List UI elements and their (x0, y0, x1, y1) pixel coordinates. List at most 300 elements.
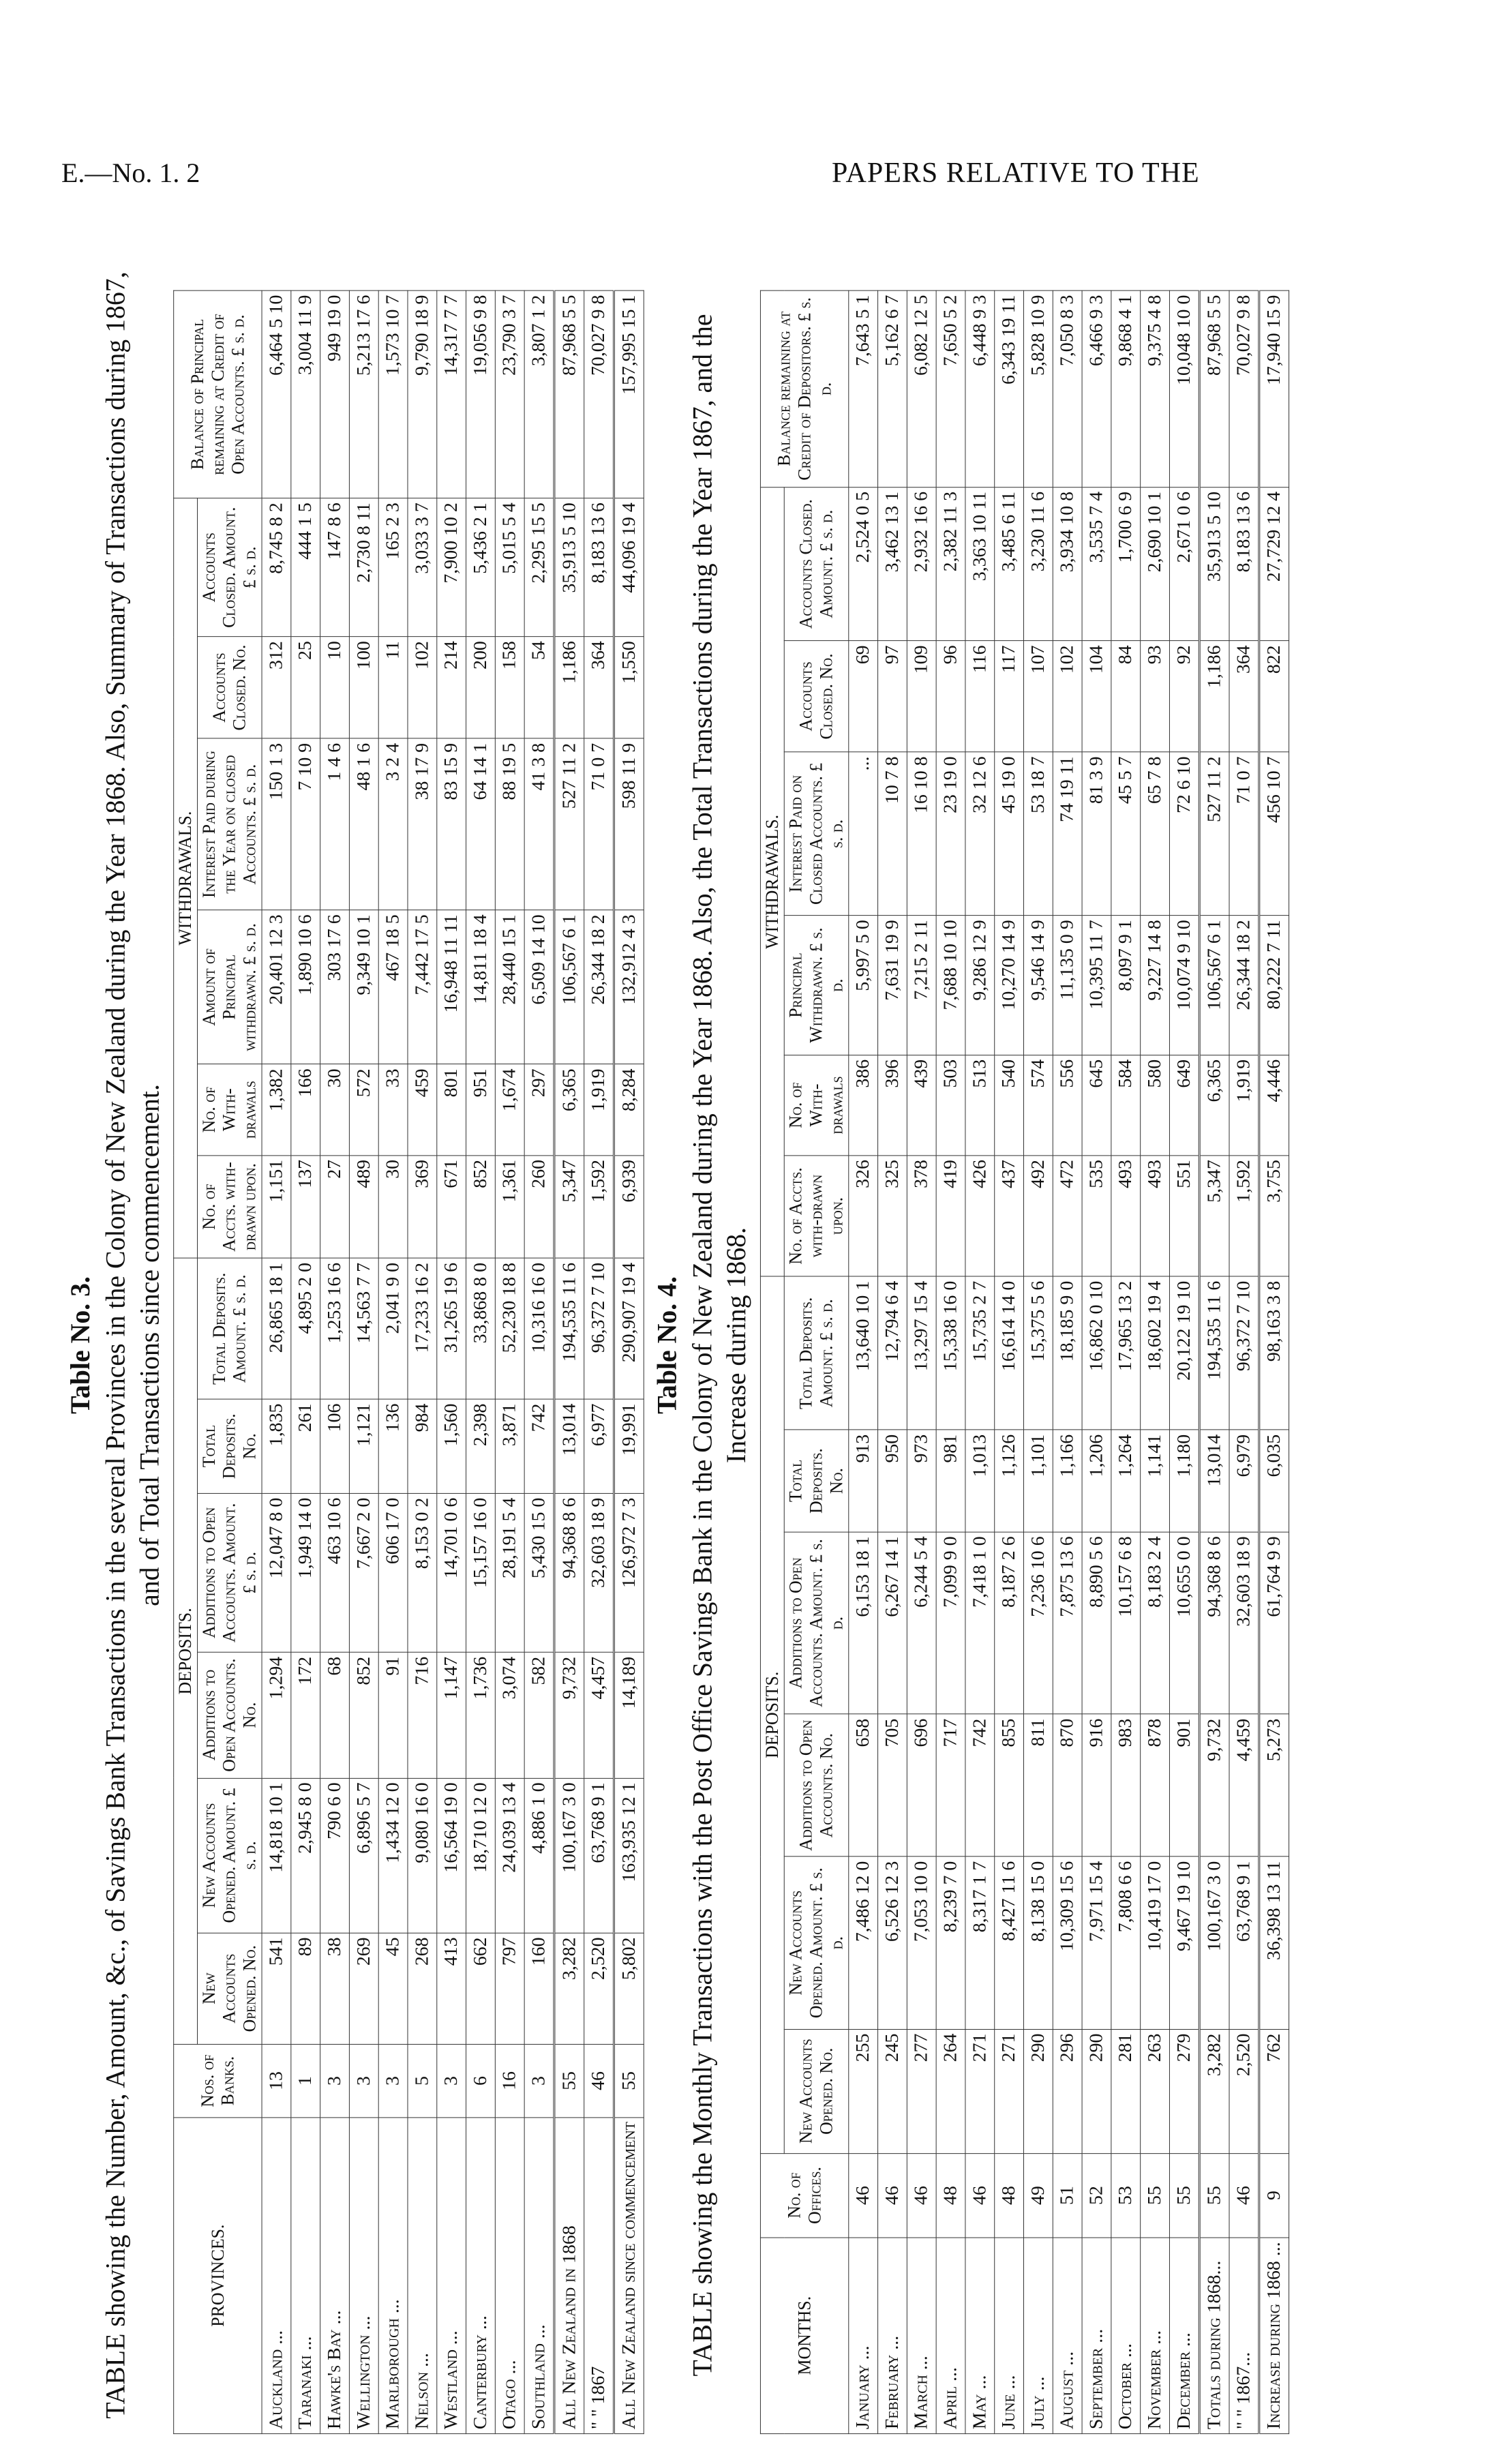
table-cell: 983 (1111, 1714, 1141, 1857)
table-cell: 493 (1141, 1156, 1170, 1277)
table-cell: 1,736 (466, 1652, 496, 1778)
table-cell: 2,520 (1229, 2029, 1259, 2153)
table-row (849, 290, 878, 2433)
table-cell: 369 (408, 1155, 437, 1258)
table-cell: 717 (936, 1714, 965, 1857)
table-cell: 852 (349, 1652, 378, 1778)
table-cell: 492 (1024, 1156, 1053, 1277)
table-cell: Hawke's Bay ... (320, 2118, 350, 2434)
table-cell: April ... (936, 2238, 965, 2434)
table-cell: 5,436 2 1 (466, 498, 496, 637)
table-cell: 63,768 9 1 (584, 1778, 614, 1933)
table-cell: 439 (907, 1055, 936, 1155)
table-cell: 200 (466, 637, 496, 739)
table-cell: 15,375 5 6 (1024, 1276, 1053, 1430)
table-cell: 3,462 13 1 (878, 487, 907, 640)
table-cell: 16,862 0 10 (1082, 1276, 1111, 1430)
table-cell: 645 (1082, 1055, 1111, 1155)
table-cell: 268 (408, 1933, 437, 2044)
table-cell: 16,614 14 0 (995, 1276, 1024, 1430)
table-cell: 46 (849, 2153, 878, 2238)
table-cell: 72 6 10 (1169, 752, 1199, 916)
table-cell: 23 19 0 (936, 752, 965, 916)
table-cell: 46 (584, 2044, 614, 2117)
table-cell: 9,868 4 1 (1111, 290, 1141, 487)
table-cell: 8,183 13 6 (1229, 487, 1259, 640)
t3-col-add-no: Additions to Open Accounts. No. (198, 1652, 262, 1778)
table-cell: 31,265 19 6 (437, 1259, 466, 1400)
table-cell: 6,153 18 1 (849, 1532, 878, 1714)
table-cell: 8,284 (614, 1064, 644, 1156)
table-cell: 7,099 9 0 (936, 1532, 965, 1714)
table-cell: 1,382 (262, 1064, 291, 1156)
table-cell: 96,372 7 10 (1229, 1276, 1259, 1430)
table-cell: 1 4 6 (320, 738, 350, 910)
table-cell: 18,710 12 0 (466, 1778, 496, 1933)
table-cell: 1,361 (495, 1155, 524, 1258)
table-cell: Nelson ... (408, 2118, 437, 2434)
table-cell: 17,965 13 2 (1111, 1276, 1141, 1430)
table-cell: 5,162 6 7 (878, 290, 907, 487)
table-cell: 19,991 (614, 1399, 644, 1493)
table-cell: 96,372 7 10 (584, 1259, 614, 1400)
table-cell: 12,047 8 0 (262, 1493, 291, 1652)
table-cell: 10,395 11 7 (1082, 916, 1111, 1055)
table-cell: 6,896 5 7 (349, 1778, 378, 1933)
table-cell: Otago ... (495, 2118, 524, 2434)
table-cell: 3,282 (1199, 2029, 1229, 2153)
table-cell: 7,808 6 6 (1111, 1857, 1141, 2029)
table-cell: 1,674 (495, 1064, 524, 1156)
table-cell: 527 11 2 (1199, 752, 1229, 916)
table-cell: 14,189 (614, 1652, 644, 1778)
table-cell: Auckland ... (262, 2118, 291, 2434)
table-cell: 658 (849, 1714, 878, 1857)
table-cell: 64 14 1 (466, 738, 496, 910)
t3-col-closed-amt: Accounts Closed. Amount. £ s. d. (198, 498, 262, 637)
table-cell: 9,349 10 1 (349, 910, 378, 1064)
table-cell: 8,097 9 1 (1111, 916, 1141, 1055)
table-cell: 742 (965, 1714, 995, 1857)
table-cell: 160 (524, 1933, 554, 2044)
table3 (173, 290, 644, 2434)
table-cell: 4,446 (1259, 1055, 1289, 1155)
table-cell: 48 (936, 2153, 965, 2238)
table-row (466, 290, 496, 2433)
table-row (408, 290, 437, 2433)
table4-caption: TABLE showing the Monthly Transactions with the Post Office Savings Bank in the Colony of New Zealand during the Year 1868. Also, the Total Transactions during the Year 1867, and the Increase during 1868. (687, 314, 751, 2377)
t4-col-interest: Interest Paid on Closed Accounts. £ s. d. (784, 752, 849, 916)
grand-total-row (614, 290, 644, 2433)
t3-col-accts: No. of Accts. with-drawn upon. (198, 1155, 262, 1258)
table-cell: 10,157 6 8 (1111, 1532, 1141, 1714)
table-cell: September ... (1082, 2238, 1111, 2434)
table-cell: 9,732 (1199, 1714, 1229, 1857)
t3-col-banks: Nos. of Banks. (174, 2044, 262, 2117)
table-cell: July ... (1024, 2238, 1053, 2434)
table-cell: 263 (1141, 2029, 1170, 2153)
table-cell: 24,039 13 4 (495, 1778, 524, 1933)
table-cell: 30 (320, 1064, 350, 1156)
table-cell: 7,050 8 3 (1053, 290, 1082, 487)
table-row (437, 290, 466, 2433)
t3-col-tot-amt: Total Deposits. Amount. £ s. d. (198, 1259, 262, 1400)
table-cell: 166 (291, 1064, 320, 1156)
table3-caption: TABLE showing the Number, Amount, &c., of Savings Bank Transactions in the several Provinces in the Colony of New Zealand during the Year 1868. Also, Summary of Transactions during 1867, and of Total Transactions since commencement. (100, 271, 165, 2419)
table-cell: 540 (995, 1055, 1024, 1155)
table-cell: 386 (849, 1055, 878, 1155)
table-cell: 5,015 5 4 (495, 498, 524, 637)
table-cell: 55 (1199, 2153, 1229, 2238)
table-cell: 93 (1141, 641, 1170, 752)
table-cell: 1,835 (262, 1399, 291, 1493)
table4-number: Table No. 4. (651, 1276, 682, 1415)
table-cell: 1 (291, 2044, 320, 2117)
table-cell: 10,419 17 0 (1141, 1857, 1170, 2029)
table-cell: 662 (466, 1933, 496, 2044)
table-cell: 6,244 5 4 (907, 1532, 936, 1714)
table-cell: 584 (1111, 1055, 1141, 1155)
table-cell: 27 (320, 1155, 350, 1258)
table-cell: 1,700 6 9 (1111, 487, 1141, 640)
table-cell: 38 (320, 1933, 350, 2044)
table-cell: 3,033 3 7 (408, 498, 437, 637)
table-cell: 3,004 11 9 (291, 290, 320, 498)
totals-row (554, 290, 584, 2433)
table-cell: 48 1 6 (349, 738, 378, 910)
table-cell: 87,968 5 5 (554, 290, 584, 498)
table-cell: 426 (965, 1156, 995, 1277)
table-cell: 1,560 (437, 1399, 466, 1493)
table-cell: 1,592 (1229, 1156, 1259, 1277)
table-cell: 413 (437, 1933, 466, 2044)
table-cell: 74 19 11 (1053, 752, 1082, 916)
table-cell: 9,790 18 9 (408, 290, 437, 498)
table-cell: 1,264 (1111, 1430, 1141, 1532)
table-cell: All New Zealand in 1868 (554, 2118, 584, 2434)
table-cell: 38 17 9 (408, 738, 437, 910)
table-cell: 7,971 15 4 (1082, 1857, 1111, 2029)
t3-col-principal: Amount of Principal withdrawn. £ s. d. (198, 910, 262, 1064)
table-cell: 6,979 (1229, 1430, 1259, 1532)
table-cell: 271 (965, 2029, 995, 2153)
table-cell: 14,317 7 7 (437, 290, 466, 498)
table-cell: 281 (1111, 2029, 1141, 2153)
table-cell: 94,368 8 6 (554, 1493, 584, 1652)
table-cell: 705 (878, 1714, 907, 1857)
table-cell: 269 (349, 1933, 378, 2044)
page-header-right: PAPERS RELATIVE TO THE (832, 157, 1200, 189)
table-cell: 71 0 7 (1229, 752, 1259, 916)
table-cell: 878 (1141, 1714, 1170, 1857)
table-cell: 6,509 14 10 (524, 910, 554, 1064)
table-cell: 4,886 1 0 (524, 1778, 554, 1933)
table-cell: August ... (1053, 2238, 1082, 2434)
table-cell: 8,183 13 6 (584, 498, 614, 637)
table-cell: 116 (965, 641, 995, 752)
table-cell: 16,564 19 0 (437, 1778, 466, 1933)
table-cell: 3,807 1 2 (524, 290, 554, 498)
table-cell: 33 (378, 1064, 408, 1156)
table-cell: February ... (878, 2238, 907, 2434)
table-cell: 3,871 (495, 1399, 524, 1493)
table-cell: 556 (1053, 1055, 1082, 1155)
table-cell: 63,768 9 1 (1229, 1857, 1259, 2029)
table-row (1024, 290, 1053, 2433)
t4-col-tot-no: Total Deposits. No. (784, 1430, 849, 1532)
table-cell: 17,233 16 2 (408, 1259, 437, 1400)
table-cell: 104 (1082, 641, 1111, 752)
table-cell: 14,811 18 4 (466, 910, 496, 1064)
table-cell: 16 (495, 2044, 524, 2117)
table-cell: 10,048 10 0 (1169, 290, 1199, 487)
table-cell: Taranaki ... (291, 2118, 320, 2434)
t3-col-interest: Interest Paid during the Year on closed Accounts. £ s. d. (198, 738, 262, 910)
table-cell: 100,167 3 0 (554, 1778, 584, 1933)
table-cell: 49 (1024, 2153, 1053, 2238)
table-cell: 13 (262, 2044, 291, 2117)
table-row (1053, 290, 1082, 2433)
table-cell: 33,868 8 0 (466, 1259, 496, 1400)
table-cell: 606 17 0 (378, 1493, 408, 1652)
table-cell: 26,344 18 2 (1229, 916, 1259, 1055)
table-cell: 8,138 15 0 (1024, 1857, 1053, 2029)
t4-col-closed-amt: Accounts Closed. Amount. £ s. d. (784, 487, 849, 640)
table-cell: 671 (437, 1155, 466, 1258)
table-cell: 53 18 7 (1024, 752, 1053, 916)
table-cell: 6,035 (1259, 1430, 1289, 1532)
table-cell: " " 1867 (584, 2118, 614, 2434)
table-cell: 297 (524, 1064, 554, 1156)
table-row (965, 290, 995, 2433)
table-cell: 10,074 9 10 (1169, 916, 1199, 1055)
table-cell: 55 (1169, 2153, 1199, 2238)
table-cell: 117 (995, 641, 1024, 752)
table-cell: 463 10 6 (320, 1493, 350, 1652)
table-cell: 1,013 (965, 1430, 995, 1532)
table-cell: 852 (466, 1155, 496, 1258)
table-cell: 100,167 3 0 (1199, 1857, 1229, 2029)
table-cell: 18,185 9 0 (1053, 1276, 1082, 1430)
table-cell: 6,365 (554, 1064, 584, 1156)
table-cell: 459 (408, 1064, 437, 1156)
table-row (495, 290, 524, 2433)
table-cell: 5,347 (554, 1155, 584, 1258)
table-cell: 3 (378, 2044, 408, 2117)
table-row (1082, 290, 1111, 2433)
table-cell: 7,875 13 6 (1053, 1532, 1082, 1714)
table-cell: 1,141 (1141, 1430, 1170, 1532)
table-cell: 53 (1111, 2153, 1141, 2238)
table-cell: 4,459 (1229, 1714, 1259, 1857)
table-cell: June ... (995, 2238, 1024, 2434)
table-cell: 27,729 12 4 (1259, 487, 1289, 640)
table-cell: 69 (849, 641, 878, 752)
table-cell: 157,995 15 1 (614, 290, 644, 498)
table-row (1141, 290, 1170, 2433)
table-cell: 951 (466, 1064, 496, 1156)
table-cell: 158 (495, 637, 524, 739)
table-cell: 364 (584, 637, 614, 739)
table-cell: 822 (1259, 641, 1289, 752)
table-cell: 98,163 3 8 (1259, 1276, 1289, 1430)
table-cell: 6,082 12 5 (907, 290, 936, 487)
table-cell: 7,688 10 10 (936, 916, 965, 1055)
table-cell: 84 (1111, 641, 1141, 752)
table-cell: 7,667 2 0 (349, 1493, 378, 1652)
table-cell: 13,640 10 1 (849, 1276, 878, 1430)
table-cell: 6,939 (614, 1155, 644, 1258)
table-cell: 9,227 14 8 (1141, 916, 1170, 1055)
table-cell: 194,535 11 6 (554, 1259, 584, 1400)
table-cell: Marlborough ... (378, 2118, 408, 2434)
table-cell: 913 (849, 1430, 878, 1532)
table-cell: 419 (936, 1156, 965, 1277)
table-cell: ... (849, 752, 878, 916)
table-cell: 467 18 5 (378, 910, 408, 1064)
table-cell: 325 (878, 1156, 907, 1277)
table-cell: 5,347 (1199, 1156, 1229, 1277)
table-cell: 3,485 6 11 (995, 487, 1024, 640)
table-cell: 489 (349, 1155, 378, 1258)
table-cell: 3 (524, 2044, 554, 2117)
table-cell: 1,592 (584, 1155, 614, 1258)
table-cell: 14,818 10 1 (262, 1778, 291, 1933)
table-row (349, 290, 378, 2433)
table-cell: 3,282 (554, 1933, 584, 2044)
table-cell: 261 (291, 1399, 320, 1493)
table-cell: 94,368 8 6 (1199, 1532, 1229, 1714)
table-cell: 255 (849, 2029, 878, 2153)
t3-col-new-no: New Accounts Opened. No. (198, 1933, 262, 2044)
table-cell: 260 (524, 1155, 554, 1258)
table-cell: 2,730 8 11 (349, 498, 378, 637)
table-cell: 28,440 15 1 (495, 910, 524, 1064)
table-cell: 1,101 (1024, 1430, 1053, 1532)
table-cell: 2,295 15 5 (524, 498, 554, 637)
table-cell: 147 8 6 (320, 498, 350, 637)
table-cell: Wellington ... (349, 2118, 378, 2434)
table-cell: 132,912 4 3 (614, 910, 644, 1064)
table-cell: 88 19 5 (495, 738, 524, 910)
table-cell: 1,206 (1082, 1430, 1111, 1532)
table-cell: 44,096 19 4 (614, 498, 644, 637)
table-cell: 13,297 15 4 (907, 1276, 936, 1430)
table-cell: 32,603 18 9 (584, 1493, 614, 1652)
table-cell: 102 (1053, 641, 1082, 752)
table-cell: 5,997 5 0 (849, 916, 878, 1055)
table-cell: 8,183 2 4 (1141, 1532, 1170, 1714)
table-cell: 20,401 12 3 (262, 910, 291, 1064)
table-cell: 25 (291, 637, 320, 739)
table-cell: 790 6 0 (320, 1778, 350, 1933)
table-cell: March ... (907, 2238, 936, 2434)
table-cell: 303 17 6 (320, 910, 350, 1064)
table-cell: 7,643 5 1 (849, 290, 878, 487)
table-cell: 48 (995, 2153, 1024, 2238)
table-cell: 8,239 7 0 (936, 1857, 965, 2029)
table-cell: 51 (1053, 2153, 1082, 2238)
table-cell: 172 (291, 1652, 320, 1778)
table-cell: 7,900 10 2 (437, 498, 466, 637)
table-cell: 71 0 7 (584, 738, 614, 910)
table-cell: 1,294 (262, 1652, 291, 1778)
table-cell: 3 (320, 2044, 350, 2117)
table-cell: 5,828 10 9 (1024, 290, 1053, 487)
table-cell: 14,563 7 7 (349, 1259, 378, 1400)
table-cell: 541 (262, 1933, 291, 2044)
table-cell: 279 (1169, 2029, 1199, 2153)
t4-col-closed-no: Accounts Closed. No. (784, 641, 849, 752)
table-cell: 1,949 14 0 (291, 1493, 320, 1652)
table-cell: 81 3 9 (1082, 752, 1111, 916)
table-cell: 10,655 0 0 (1169, 1532, 1199, 1714)
table-cell: 8,745 8 2 (262, 498, 291, 637)
table-cell: 716 (408, 1652, 437, 1778)
table-cell: 7,486 12 0 (849, 1857, 878, 2029)
totals-row (584, 290, 614, 2433)
table-cell: 15,157 16 0 (466, 1493, 496, 1652)
table-cell: 107 (1024, 641, 1053, 752)
table-row (878, 290, 907, 2433)
table-cell: 574 (1024, 1055, 1053, 1155)
t3-col-new-amt: New Accounts Opened. Amount. £ s. d. (198, 1778, 262, 1933)
t4-col-add-amt: Additions to Open Accounts. Amount. £ s. d. (784, 1532, 849, 1714)
table-cell: 165 2 3 (378, 498, 408, 637)
table-cell: 20,122 19 10 (1169, 1276, 1199, 1430)
table-cell: 68 (320, 1652, 350, 1778)
table-cell: November ... (1141, 2238, 1170, 2434)
table-cell: 8,317 1 7 (965, 1857, 995, 2029)
table-cell: 91 (378, 1652, 408, 1778)
t4-col-new-no: New Accounts Opened. No. (784, 2029, 849, 2153)
table-cell: 1,186 (1199, 641, 1229, 752)
table-cell: 65 7 8 (1141, 752, 1170, 916)
table-row (936, 290, 965, 2433)
table-cell: 396 (878, 1055, 907, 1155)
table-cell: 7,442 17 5 (408, 910, 437, 1064)
table-cell: Increase during 1868 ... (1259, 2238, 1289, 2434)
totals-row (1199, 290, 1229, 2433)
table-cell: 83 15 9 (437, 738, 466, 910)
table-cell: 7,236 10 6 (1024, 1532, 1053, 1714)
table-cell: October ... (1111, 2238, 1141, 2434)
table-cell: 378 (907, 1156, 936, 1277)
table-cell: 7 10 9 (291, 738, 320, 910)
table-row (524, 290, 554, 2433)
table-cell: 6,343 19 11 (995, 290, 1024, 487)
table-cell: 13,014 (554, 1399, 584, 1493)
table-cell: 5,430 15 0 (524, 1493, 554, 1652)
table-cell: 1,550 (614, 637, 644, 739)
table-cell: 45 19 0 (995, 752, 1024, 916)
table-cell: 136 (378, 1399, 408, 1493)
table-cell: 100 (349, 637, 378, 739)
table-cell: 364 (1229, 641, 1259, 752)
table-cell: 950 (878, 1430, 907, 1532)
table-cell: 6,526 12 3 (878, 1857, 907, 2029)
table3-number: Table No. 3. (64, 1276, 95, 1415)
table-cell: 949 19 0 (320, 290, 350, 498)
table-cell: 2,520 (584, 1933, 614, 2044)
table-cell: 493 (1111, 1156, 1141, 1277)
table-cell: 2,671 0 6 (1169, 487, 1199, 640)
table-cell: 2,382 11 3 (936, 487, 965, 640)
table-cell: 35,913 5 10 (554, 498, 584, 637)
table-cell: 1,919 (584, 1064, 614, 1156)
table-cell: 70,027 9 8 (584, 290, 614, 498)
table-row (320, 290, 350, 2433)
